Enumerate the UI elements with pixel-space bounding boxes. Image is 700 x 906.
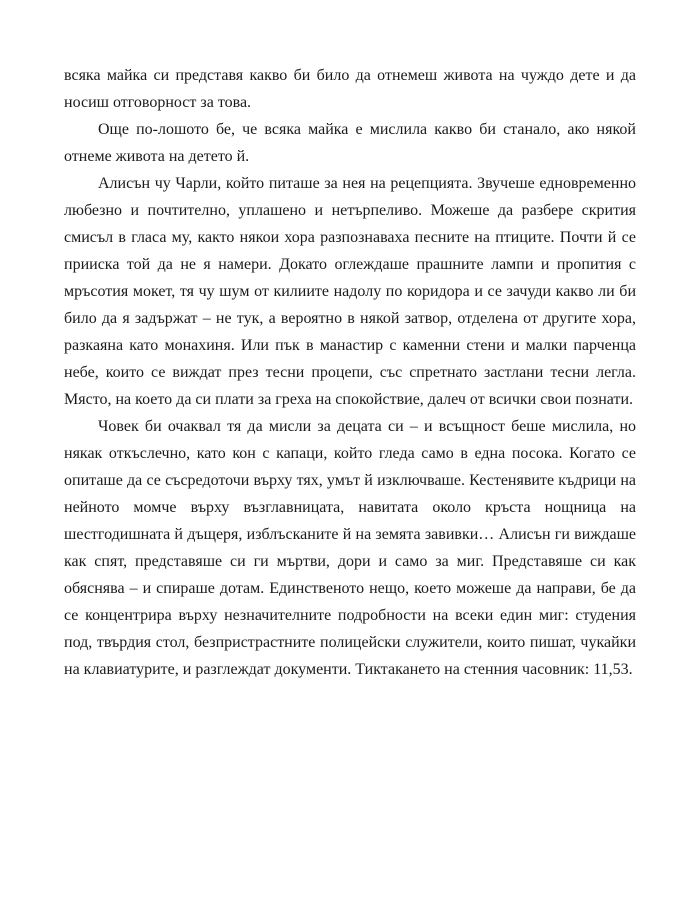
document-page (64, 62, 636, 683)
paragraph-3: Алисън чу Чарли, който питаше за нея на рецепцията. Звучеше едновременно любезно и почтително, уплашено и нетърпеливо. Можеше да разбере скрития смисъл в гласа му, както някои хора разпознаваха песните на птиците. Почти й се прииска той да не я намери. Докато оглеждаше прашните лампи и пропития с мръсотия мокет, тя чу шум от килиите надолу по коридора и се зачуди какво ли би било да я задържат – не тук, а вероятно в някой затвор, отделена от другите хора, разкаяна като монахиня. Или пък в манастир с каменни стени и малки парченца небе, които се виждат през тесни процепи, със спретнато застлани тесни легла. Място, на което да си плати за греха на спокойствие, далеч от всички свои познати. (64, 175, 636, 408)
paragraph-1: всяка майка си представя какво би било да отнемеш живота на чуждо дете и да носиш отговорност за това. (64, 67, 636, 111)
paragraph-4: Човек би очаквал тя да мисли за децата си – и всъщност беше мислила, но някак откъслечно, като кон с капаци, който гледа само в една посока. Когато се опиташе да се съсредоточи върху тях, умът й изключваше. Кестенявите къдрици на нейното момче върху възглавницата, навитата около кръста нощница на шестгодишната й дъщеря, изблъсканите й на земята завивки… Алисън ги виждаше как спят, представяше си ги мъртви, дори и само за миг. Представяше си как обяснява – и спираше дотам. Единственото нещо, което можеше да направи, бе да се концентрира върху незначителните подробности на всеки един миг: студения под, твърдия стол, безпристрастните полицейски служители, които пишат, чукайки на клавиатурите, и разглеждат документи. Тиктакането на стенния часовник: 11,53. (64, 418, 636, 678)
paragraph-2: Още по-лошото бе, че всяка майка е мислила какво би станало, ако някой отнеме живота на детето й. (64, 121, 636, 165)
